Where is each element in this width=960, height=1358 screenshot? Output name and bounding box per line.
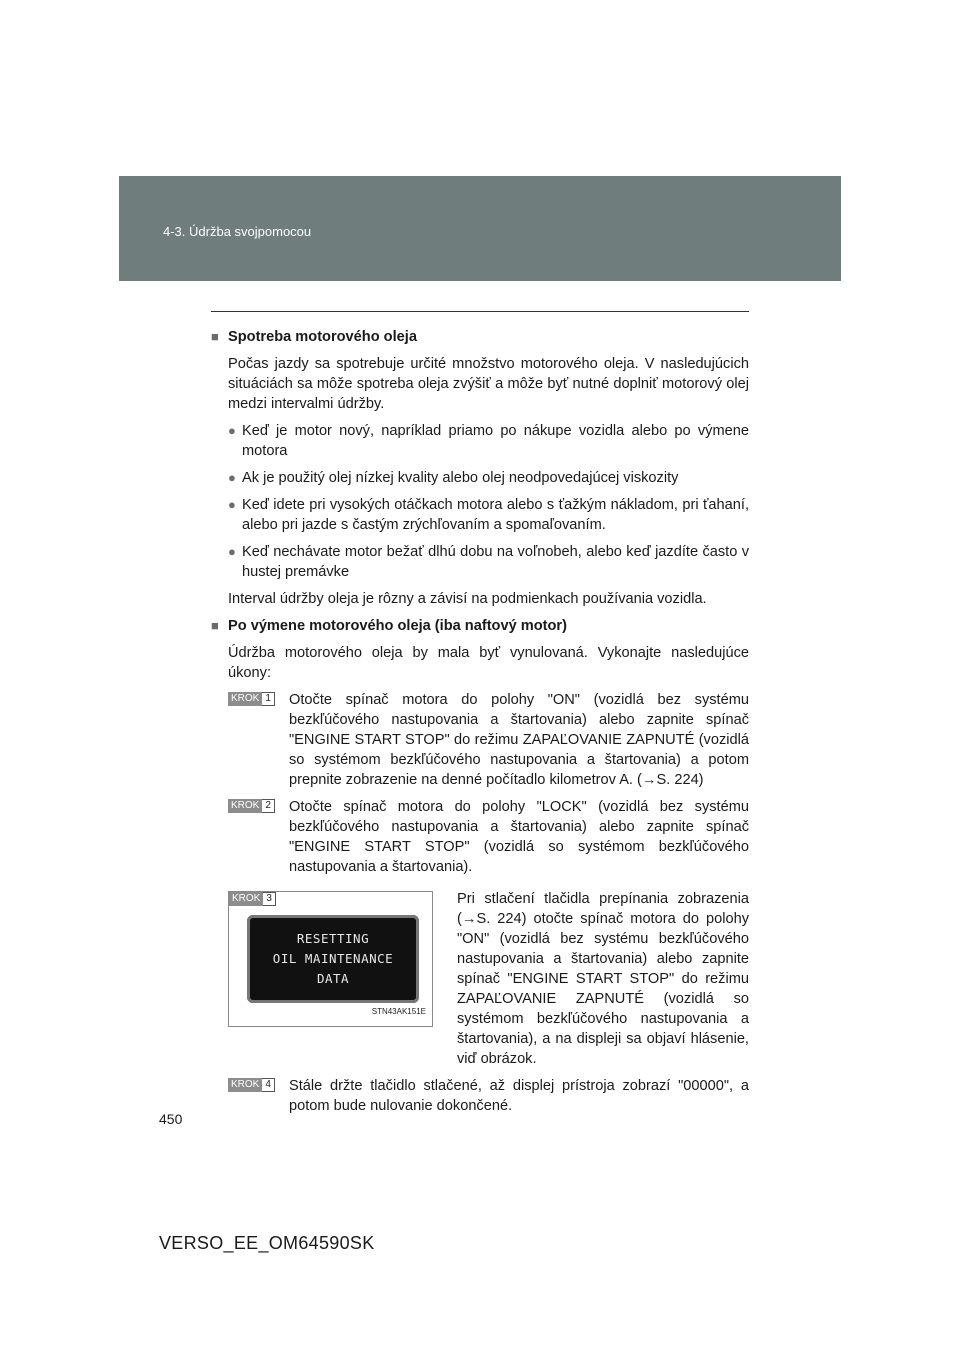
instrument-display [247,915,419,1003]
step-label: KROK 1 [228,692,279,706]
paragraph: Počas jazdy sa spotrebuje určité množstvo motorového oleja. V nasledujúcich situáciách sa môže spotreba oleja zvýšiť a môže byť nutné doplniť motorový olej medzi intervalmi údržby. [228,356,749,412]
circle-bullet-icon: ● [228,497,236,512]
list-item: ● Keď nechávate motor bežať dlhú dobu na voľnobeh, alebo keď jazdíte často v hustej premávke [228,544,749,580]
circle-bullet-icon: ● [228,423,236,438]
step-2 [228,797,749,877]
square-bullet-icon: ■ [211,329,219,344]
step-label: KROK 2 [228,799,279,813]
step-label: KROK 3 [229,892,280,906]
display-message: RESETTING OIL MAINTENANCE DATA [272,931,394,986]
step-1 [228,690,749,790]
page-number: 450 [159,1111,183,1127]
figure-code: STN43AK151E [371,1007,426,1016]
chapter-header [119,176,841,281]
section-title-oil-consumption [211,327,749,347]
page-content [211,327,749,1123]
list-item: ● Keď idete pri vysokých otáčkach motora alebo s ťažkým nákladom, pri ťahaní, alebo pri jazde s častým zrýchľovaním a spomaľovaním. [228,497,749,533]
step-text: Pri stlačení tlačidla prepínania zobrazenia (→S. 224) otočte spínač motora do polohy "ON" (vozidlá bez systému bezkľúčového nastupovania a štartovania) alebo zapnite spínač "ENGINE START STOP" do režimu ZAPAĽOVANIE ZAPNUTÉ (vozidlá so systémom bezkľúčového nastupovania a štartovania), a na displeji sa objaví hlásenie, viď obrázok. [457,891,749,1067]
step-label: KROK 4 [228,1078,279,1092]
square-bullet-icon: ■ [211,618,219,633]
step-3 [228,889,749,1069]
step-text: Otočte spínač motora do polohy "LOCK" (vozidlá bez systému bezkľúčového nastupovania a štartovania) alebo zapnite spínač "ENGINE START STOP" (vozidlá so systémom bezkľúčového nastupovania a štartovania). [289,799,749,875]
chapter-title: 4-3. Údržba svojpomocou [163,224,312,239]
section-title-text: Spotreba motorového oleja [228,329,417,345]
display-illustration [228,891,433,1027]
step-text: Otočte spínač motora do polohy "ON" (vozidlá bez systému bezkľúčového nastupovania a štartovania) alebo zapnite spínač "ENGINE START STOP" do režimu ZAPAĽOVANIE ZAPNUTÉ (vozidlá so systémom bezkľúčového nastupovania a štartovania) a potom prepnite zobrazenie na denné počítadlo kilometrov A. (→S. 224) [289,692,749,788]
list-item: ● Keď je motor nový, napríklad priamo po nákupe vozidla alebo po výmene motora [228,423,749,459]
section-title-oil-change [211,616,749,636]
paragraph: Interval údržby oleja je rôzny a závisí na podmienkach používania vozidla. [228,591,707,607]
document-code: VERSO_EE_OM64590SK [159,1233,375,1253]
circle-bullet-icon: ● [228,470,236,485]
step-4 [228,1076,749,1116]
paragraph: Údržba motorového oleja by mala byť vynulovaná. Vykonajte nasledujúce úkony: [228,645,749,681]
header-divider [211,311,749,312]
step-text: Stále držte tlačidlo stlačené, až displej prístroja zobrazí "00000", a potom bude nulovanie dokončené. [289,1078,749,1114]
circle-bullet-icon: ● [228,544,236,559]
list-item: ● Ak je použitý olej nízkej kvality alebo olej neodpovedajúcej viskozity [228,470,679,486]
section-title-text: Po výmene motorového oleja (iba naftový motor) [228,618,567,634]
